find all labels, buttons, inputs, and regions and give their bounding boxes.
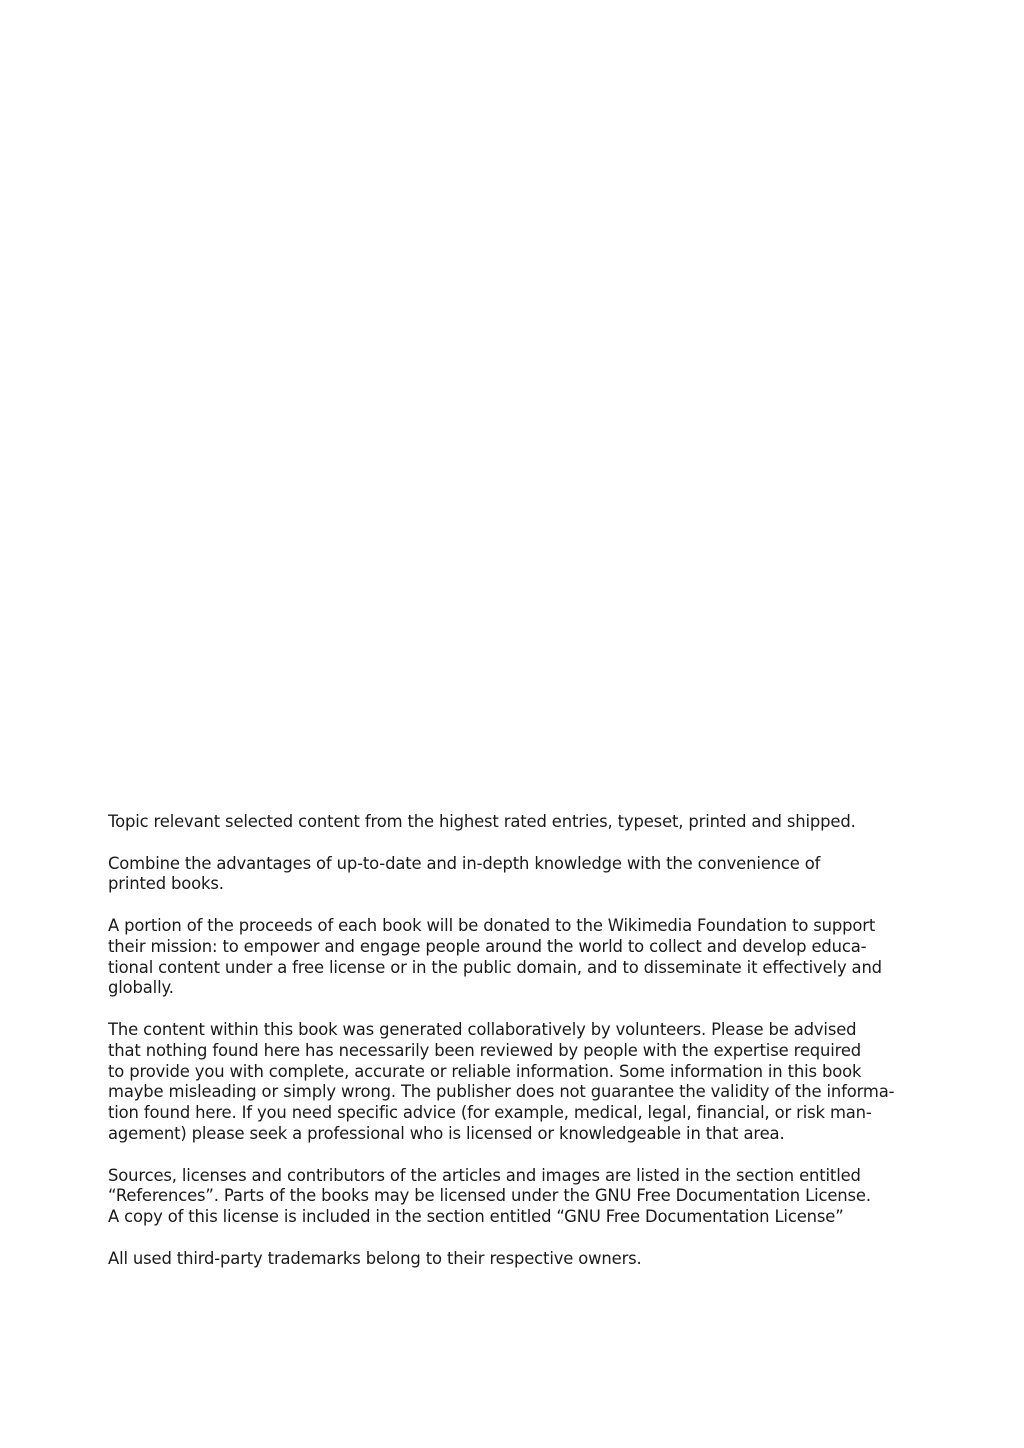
- text-line: A portion of the proceeds of each book will be donated to the Wikimedia Foundation to support: [108, 915, 876, 935]
- text-line: The content within this book was generated collaboratively by volunteers. Please be advised: [108, 1019, 857, 1039]
- text-line: agement) please seek a professional who is licensed or knowledgeable in that area.: [108, 1123, 785, 1143]
- paragraph-wikimedia-donation: [108, 916, 918, 999]
- text-line: tional content under a free license or in the public domain, and to disseminate it effectively and: [108, 957, 882, 977]
- text-line: All used third-party trademarks belong to their respective owners.: [108, 1248, 642, 1268]
- text-line: A copy of this license is included in the section entitled “GNU Free Documentation License”: [108, 1207, 844, 1227]
- disclaimer-text-block: [108, 812, 918, 1290]
- paragraph-trademarks: [108, 1249, 918, 1270]
- text-line: Sources, licenses and contributors of the articles and images are listed in the section entitled: [108, 1165, 861, 1185]
- text-line: globally.: [108, 978, 174, 998]
- text-line: tion found here. If you need specific advice (for example, medical, legal, financial, or risk man-: [108, 1103, 872, 1123]
- paragraph-sources-licenses: [108, 1166, 918, 1228]
- text-line: maybe misleading or simply wrong. The publisher does not guarantee the validity of the informa-: [108, 1082, 895, 1102]
- paragraph-content-selection: [108, 812, 918, 833]
- text-line: Combine the advantages of up-to-date and in-depth knowledge with the convenience of: [108, 853, 821, 873]
- text-line: to provide you with complete, accurate or reliable information. Some information in this book: [108, 1061, 862, 1081]
- paragraph-advantages: [108, 854, 918, 896]
- text-line: their mission: to empower and engage people around the world to collect and develop educa-: [108, 936, 867, 956]
- text-line: that nothing found here has necessarily been reviewed by people with the expertise required: [108, 1040, 862, 1060]
- text-line: “References”. Parts of the books may be licensed under the GNU Free Documentation License.: [108, 1186, 871, 1206]
- text-line: printed books.: [108, 874, 224, 894]
- paragraph-volunteer-disclaimer: [108, 1020, 918, 1145]
- text-line: Topic relevant selected content from the highest rated entries, typeset, printed and shipped.: [108, 812, 856, 831]
